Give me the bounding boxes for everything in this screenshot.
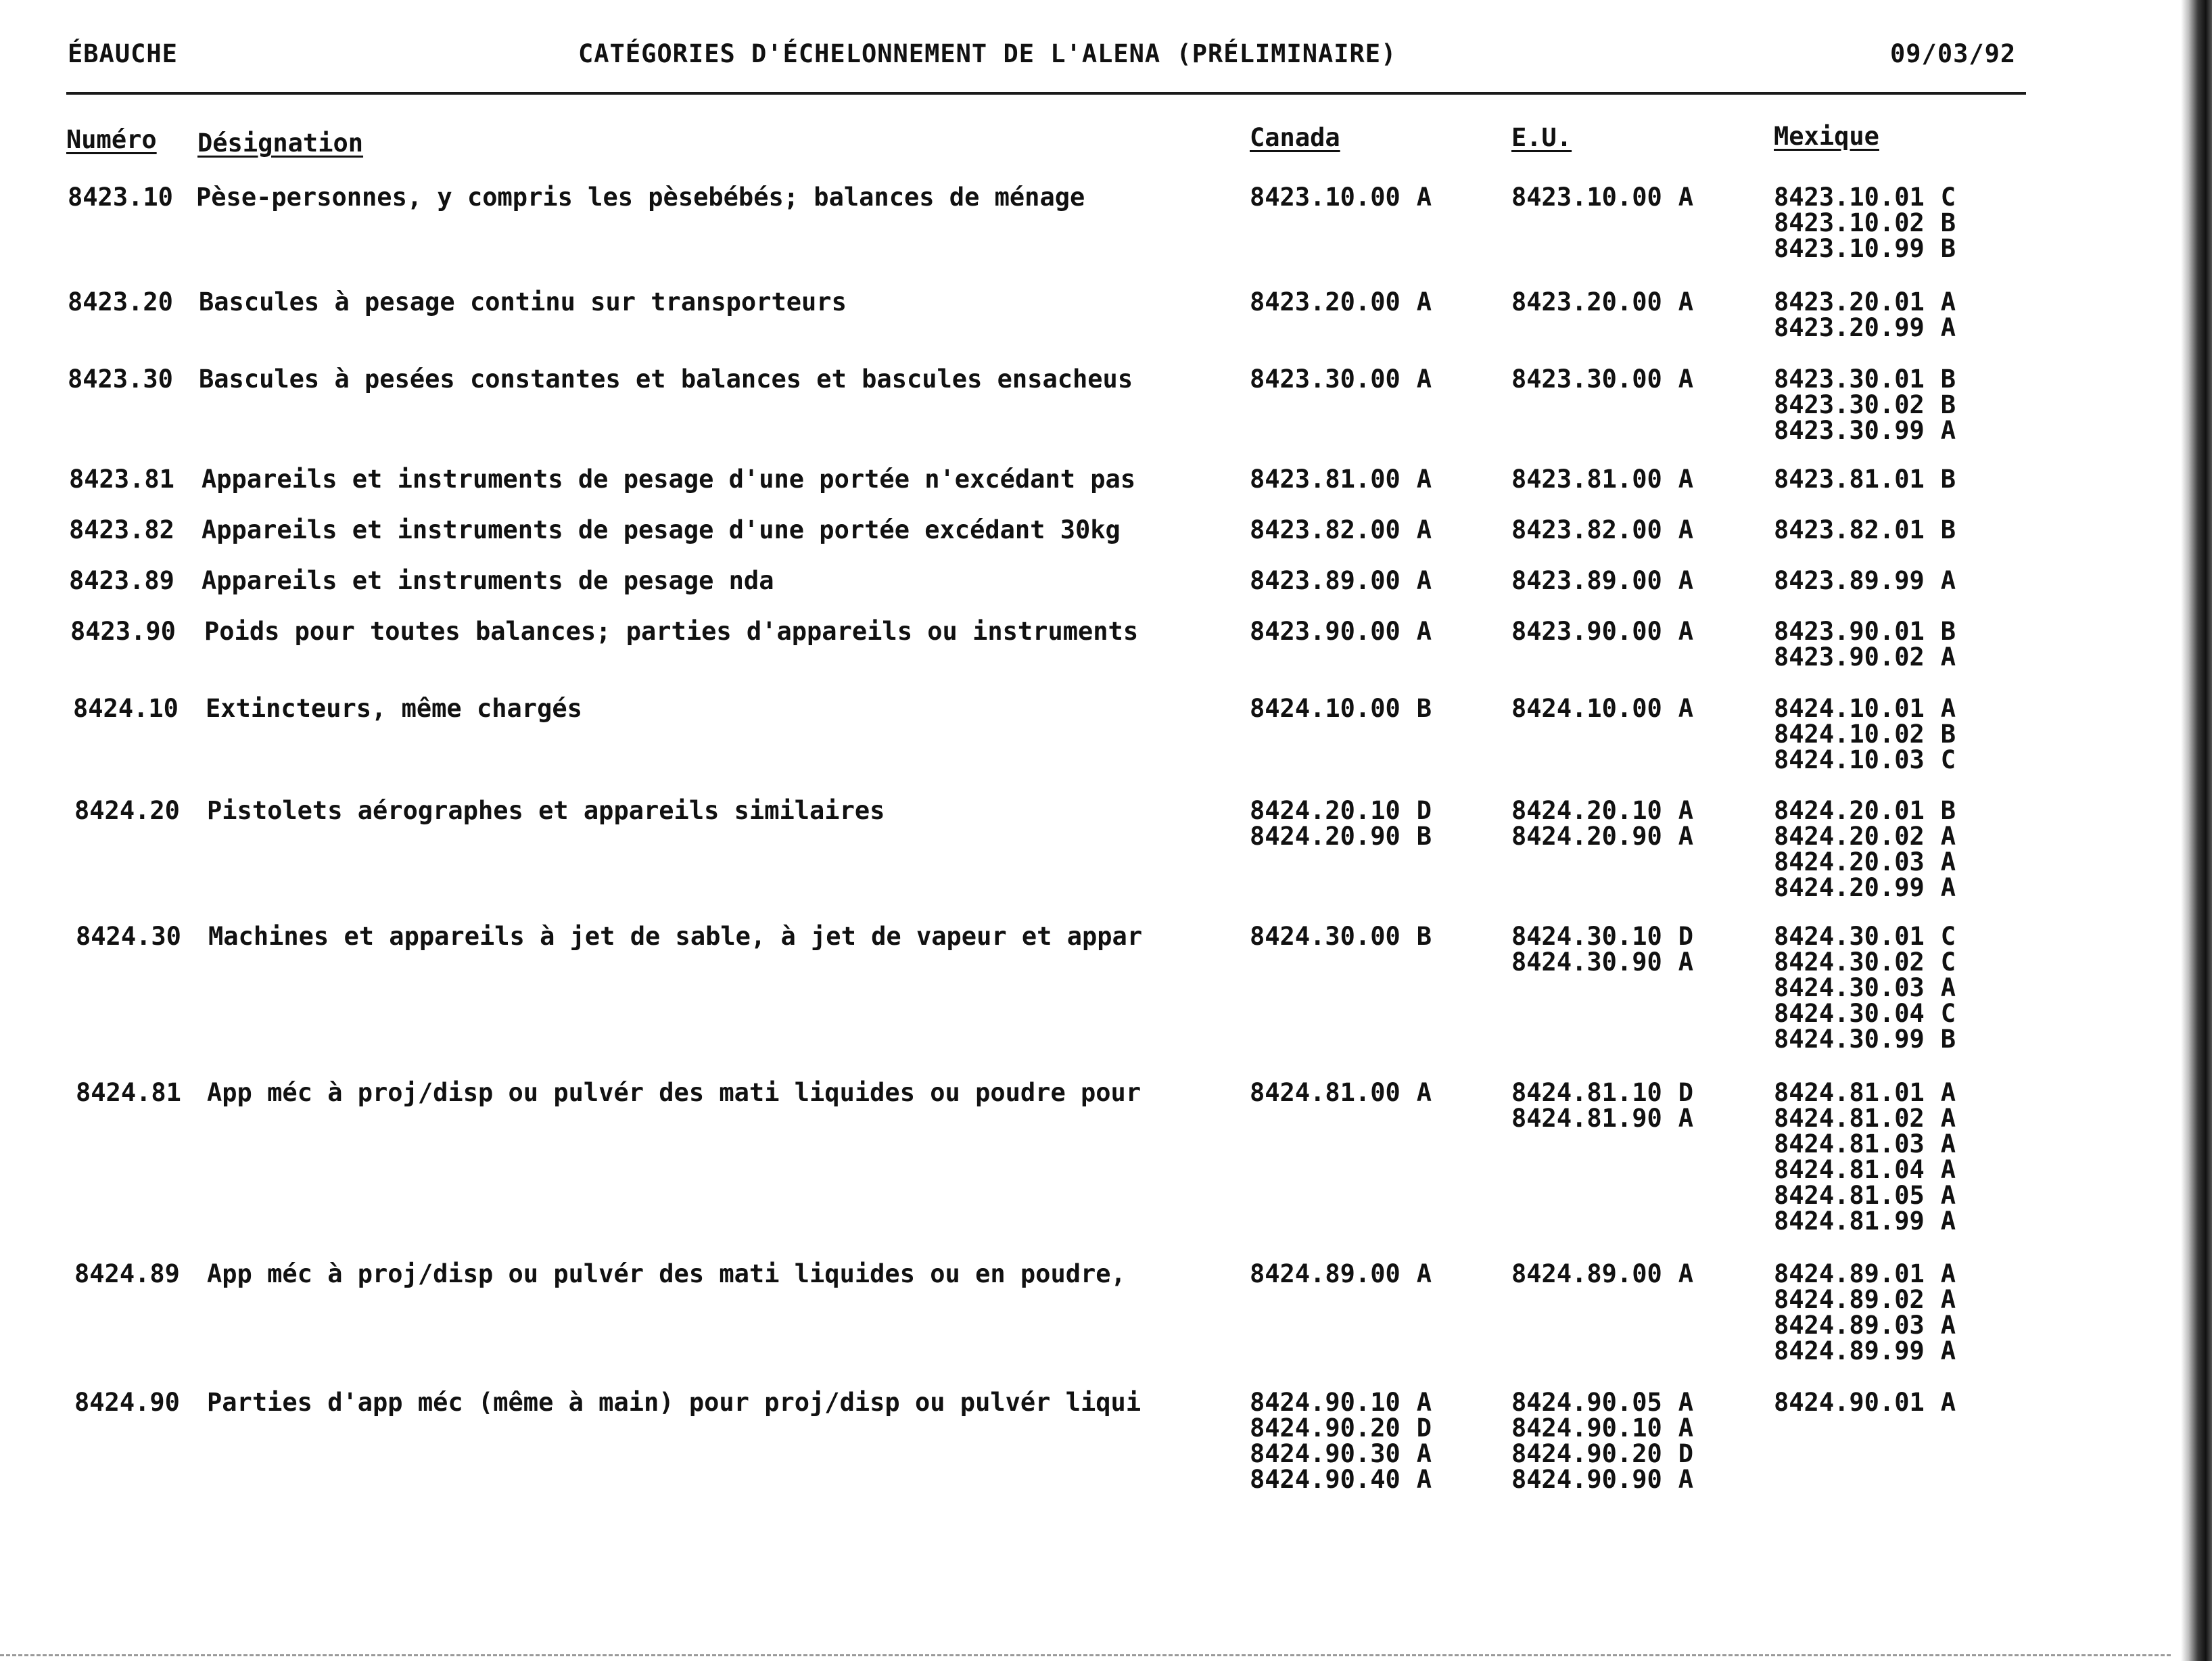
mexique-code: 8423.20.99 [1774, 313, 1925, 342]
mexique-code-entry [1774, 185, 1960, 210]
codes-eu [1511, 1080, 1697, 1131]
eu-code: 8424.81.10 [1511, 1078, 1662, 1107]
mexique-code-entry [1774, 1313, 1960, 1338]
mexique-code-entry [1774, 1390, 1960, 1416]
eu-code: 8424.81.90 [1511, 1104, 1662, 1133]
eu-category: A [1678, 465, 1694, 494]
mexique-code: 8424.10.03 [1774, 745, 1925, 774]
mexique-code: 8424.81.99 [1774, 1207, 1925, 1236]
canada-code: 8423.20.00 [1250, 287, 1401, 317]
eu-category: A [1678, 1465, 1694, 1494]
codes-eu [1511, 289, 1697, 315]
mexique-code: 8423.89.99 [1774, 566, 1925, 595]
eu-code-entry [1511, 696, 1697, 722]
eu-category: A [1678, 515, 1694, 544]
codes-mexique [1774, 1390, 1960, 1416]
mexique-code-entry [1774, 1338, 1960, 1364]
mexique-category: B [1940, 515, 1956, 544]
canada-code-entry [1250, 1261, 1436, 1287]
column-header-mexique: Mexique [1774, 122, 1879, 151]
eu-code-entry [1511, 467, 1697, 492]
mexique-code-entry [1774, 392, 1960, 418]
canada-code: 8424.20.10 [1250, 796, 1401, 825]
mexique-code: 8424.30.04 [1774, 999, 1925, 1028]
eu-code-entry [1511, 289, 1697, 315]
column-header-numero: Numéro [66, 125, 157, 154]
codes-canada [1250, 1261, 1436, 1287]
codes-mexique [1774, 367, 1960, 444]
draft-label: ÉBAUCHE [68, 39, 178, 68]
column-header-eu: E.U. [1511, 123, 1572, 152]
mexique-category: C [1940, 183, 1956, 212]
mexique-code: 8424.20.02 [1774, 822, 1925, 851]
mexique-code: 8424.20.01 [1774, 796, 1925, 825]
mexique-code: 8424.89.01 [1774, 1259, 1925, 1288]
codes-eu [1511, 367, 1697, 392]
canada-category: A [1416, 515, 1432, 544]
canada-code-entry [1250, 568, 1436, 594]
mexique-code: 8424.89.02 [1774, 1285, 1925, 1314]
eu-code-entry [1511, 367, 1697, 392]
eu-category: A [1678, 617, 1694, 646]
mexique-category: A [1940, 1388, 1956, 1417]
tariff-designation: Pèse-personnes, y compris les pèsebébés; balances de ménage [196, 183, 1085, 212]
codes-eu [1511, 185, 1697, 210]
mexique-category: A [1940, 1311, 1956, 1340]
eu-code: 8424.20.90 [1511, 822, 1662, 851]
canada-category: A [1416, 287, 1432, 317]
codes-canada [1250, 367, 1436, 392]
canada-category: B [1416, 822, 1432, 851]
mexique-code: 8423.10.02 [1774, 208, 1925, 237]
eu-code: 8423.30.00 [1511, 365, 1662, 394]
eu-category: A [1678, 796, 1694, 825]
eu-code-entry [1511, 185, 1697, 210]
mexique-code: 8423.30.02 [1774, 390, 1925, 419]
mexique-category: A [1940, 1155, 1956, 1184]
mexique-category: A [1940, 1078, 1956, 1107]
tariff-designation: Extincteurs, même chargés [206, 694, 582, 723]
mexique-code: 8424.81.05 [1774, 1181, 1925, 1210]
mexique-code-entry [1774, 1157, 1960, 1183]
codes-mexique [1774, 517, 1960, 543]
mexique-category: A [1940, 973, 1956, 1002]
codes-canada [1250, 467, 1436, 492]
mexique-code: 8424.20.03 [1774, 847, 1925, 876]
mexique-code-entry [1774, 236, 1960, 262]
eu-code-entry [1511, 1441, 1697, 1467]
canada-code: 8423.82.00 [1250, 515, 1401, 544]
eu-code: 8423.10.00 [1511, 183, 1662, 212]
eu-code-entry [1511, 619, 1697, 645]
eu-code: 8424.90.10 [1511, 1413, 1662, 1443]
codes-canada [1250, 517, 1436, 543]
canada-code-entry [1250, 1413, 1436, 1443]
canada-code: 8423.30.00 [1250, 365, 1401, 394]
eu-category: D [1678, 1439, 1694, 1468]
eu-category: A [1678, 365, 1694, 394]
eu-code: 8424.30.90 [1511, 948, 1662, 977]
canada-code: 8424.90.30 [1250, 1439, 1401, 1468]
mexique-code: 8424.30.99 [1774, 1025, 1925, 1054]
tariff-number: 8423.82 [69, 515, 174, 544]
document-date: 09/03/92 [1890, 39, 2017, 68]
mexique-code-entry [1774, 950, 1960, 975]
mexique-category: C [1940, 999, 1956, 1028]
canada-code: 8424.10.00 [1250, 694, 1401, 723]
mexique-code: 8424.20.99 [1774, 873, 1925, 902]
eu-code-entry [1511, 517, 1697, 543]
codes-canada [1250, 798, 1436, 849]
mexique-code-entry [1774, 517, 1960, 543]
canada-category: A [1416, 1465, 1432, 1494]
canada-code-entry [1250, 1390, 1436, 1416]
mexique-category: A [1940, 1104, 1956, 1133]
mexique-code-entry [1774, 722, 1960, 747]
codes-eu [1511, 696, 1697, 722]
mexique-code: 8424.90.01 [1774, 1388, 1925, 1417]
mexique-code-entry [1774, 1027, 1960, 1052]
mexique-code-entry [1774, 1183, 1960, 1209]
canada-category: B [1416, 922, 1432, 951]
eu-code: 8424.90.20 [1511, 1439, 1662, 1468]
mexique-code: 8424.81.02 [1774, 1104, 1925, 1133]
mexique-code-entry [1774, 1261, 1960, 1287]
mexique-category: A [1940, 1129, 1956, 1159]
mexique-category: B [1940, 390, 1956, 419]
tariff-number: 8423.90 [70, 617, 176, 646]
tariff-number: 8423.30 [68, 365, 173, 394]
mexique-category: B [1940, 720, 1956, 749]
mexique-code: 8424.30.01 [1774, 922, 1925, 951]
canada-code-entry [1250, 289, 1436, 315]
canada-category: A [1416, 1259, 1432, 1288]
mexique-code: 8423.90.02 [1774, 642, 1925, 672]
codes-mexique [1774, 289, 1960, 341]
mexique-code-entry [1774, 367, 1960, 392]
codes-eu [1511, 1390, 1697, 1493]
mexique-code: 8423.20.01 [1774, 287, 1925, 317]
codes-eu [1511, 517, 1697, 543]
codes-mexique [1774, 467, 1960, 492]
mexique-code-entry [1774, 875, 1960, 901]
codes-canada [1250, 289, 1436, 315]
column-header-designation: Désignation [197, 128, 364, 158]
mexique-category: B [1940, 234, 1956, 263]
eu-category: A [1678, 183, 1694, 212]
eu-code-entry [1511, 824, 1697, 849]
codes-eu [1511, 568, 1697, 594]
tariff-number: 8423.89 [69, 566, 174, 595]
codes-canada [1250, 619, 1436, 645]
mexique-category: B [1940, 465, 1956, 494]
canada-code-entry [1250, 1441, 1436, 1467]
canada-category: D [1416, 796, 1432, 825]
canada-code: 8423.90.00 [1250, 617, 1401, 646]
mexique-code: 8423.10.01 [1774, 183, 1925, 212]
mexique-code-entry [1774, 849, 1960, 875]
canada-code-entry [1250, 824, 1436, 849]
canada-category: A [1416, 365, 1432, 394]
canada-code-entry [1250, 696, 1436, 722]
canada-category: A [1416, 566, 1432, 595]
canada-code-entry [1250, 1080, 1436, 1106]
codes-eu [1511, 798, 1697, 849]
codes-mexique [1774, 1080, 1960, 1234]
mexique-code: 8423.81.01 [1774, 465, 1925, 494]
codes-eu [1511, 467, 1697, 492]
mexique-category: A [1940, 1207, 1956, 1236]
mexique-category: B [1940, 617, 1956, 646]
column-header-canada: Canada [1250, 123, 1340, 152]
mexique-code-entry [1774, 696, 1960, 722]
eu-code-entry [1511, 1261, 1697, 1287]
tariff-designation: Machines et appareils à jet de sable, à jet de vapeur et appar [208, 922, 1143, 951]
mexique-category: B [1940, 796, 1956, 825]
eu-category: D [1678, 1078, 1694, 1107]
mexique-code: 8424.81.03 [1774, 1129, 1925, 1159]
eu-code-entry [1511, 950, 1697, 975]
mexique-code-entry [1774, 315, 1960, 341]
eu-code: 8423.20.00 [1511, 287, 1662, 317]
mexique-category: A [1940, 642, 1956, 672]
codes-mexique [1774, 568, 1960, 594]
mexique-category: A [1940, 1259, 1956, 1288]
tariff-number: 8424.81 [76, 1078, 181, 1107]
mexique-code: 8423.82.01 [1774, 515, 1925, 544]
codes-canada [1250, 924, 1436, 950]
tariff-number: 8424.20 [74, 796, 180, 825]
codes-mexique [1774, 924, 1960, 1052]
mexique-code-entry [1774, 619, 1960, 645]
mexique-code: 8423.90.01 [1774, 617, 1925, 646]
canada-category: D [1416, 1413, 1432, 1443]
mexique-code: 8424.10.01 [1774, 694, 1925, 723]
codes-canada [1250, 568, 1436, 594]
tariff-designation: Bascules à pesées constantes et balances et bascules ensacheus [199, 365, 1133, 394]
canada-code: 8424.20.90 [1250, 822, 1401, 851]
mexique-category: C [1940, 948, 1956, 977]
canada-code-entry [1250, 467, 1436, 492]
canada-code-entry [1250, 367, 1436, 392]
mexique-code: 8423.30.01 [1774, 365, 1925, 394]
eu-code-entry [1511, 924, 1697, 950]
page-bottom-edge [0, 1654, 2171, 1656]
codes-eu [1511, 619, 1697, 645]
eu-code: 8423.81.00 [1511, 465, 1662, 494]
eu-code-entry [1511, 1390, 1697, 1416]
mexique-category: A [1940, 566, 1956, 595]
eu-code: 8423.82.00 [1511, 515, 1662, 544]
mexique-category: B [1940, 1025, 1956, 1054]
mexique-category: B [1940, 365, 1956, 394]
mexique-code: 8424.30.02 [1774, 948, 1925, 977]
mexique-code-entry [1774, 747, 1960, 773]
tariff-designation: Appareils et instruments de pesage nda [202, 566, 774, 595]
tariff-designation: App méc à proj/disp ou pulvér des mati liquides ou poudre pour [207, 1078, 1142, 1107]
mexique-category: A [1940, 847, 1956, 876]
eu-category: A [1678, 822, 1694, 851]
tariff-number: 8424.30 [76, 922, 181, 951]
canada-category: A [1416, 465, 1432, 494]
eu-code: 8424.10.00 [1511, 694, 1662, 723]
mexique-code-entry [1774, 1209, 1960, 1234]
codes-mexique [1774, 696, 1960, 773]
mexique-code-entry [1774, 824, 1960, 849]
mexique-code-entry [1774, 975, 1960, 1001]
canada-code: 8423.89.00 [1250, 566, 1401, 595]
tariff-number: 8423.81 [69, 465, 174, 494]
mexique-code-entry [1774, 1080, 1960, 1106]
codes-canada [1250, 1390, 1436, 1493]
mexique-code: 8423.30.99 [1774, 416, 1925, 445]
eu-category: A [1678, 1104, 1694, 1133]
mexique-code: 8424.30.03 [1774, 973, 1925, 1002]
canada-code-entry [1250, 1467, 1436, 1493]
eu-category: A [1678, 948, 1694, 977]
canada-code: 8424.90.10 [1250, 1388, 1401, 1417]
mexique-code-entry [1774, 418, 1960, 444]
canada-category: B [1416, 694, 1432, 723]
header-rule [66, 92, 2026, 95]
tariff-number: 8424.10 [73, 694, 179, 723]
eu-code: 8424.89.00 [1511, 1259, 1662, 1288]
tariff-designation: App méc à proj/disp ou pulvér des mati liquides ou en poudre, [207, 1259, 1126, 1288]
eu-code-entry [1511, 1080, 1697, 1106]
codes-eu [1511, 1261, 1697, 1287]
canada-code: 8423.81.00 [1250, 465, 1401, 494]
mexique-code-entry [1774, 1131, 1960, 1157]
codes-canada [1250, 696, 1436, 722]
mexique-category: A [1940, 416, 1956, 445]
codes-mexique [1774, 798, 1960, 901]
tariff-number: 8423.20 [68, 287, 173, 317]
mexique-category: A [1940, 1285, 1956, 1314]
mexique-code-entry [1774, 1106, 1960, 1131]
mexique-code-entry [1774, 798, 1960, 824]
mexique-code: 8424.81.04 [1774, 1155, 1925, 1184]
mexique-code: 8424.89.03 [1774, 1311, 1925, 1340]
document-title: CATÉGORIES D'ÉCHELONNEMENT DE L'ALENA (PRÉLIMINAIRE) [578, 39, 1397, 68]
eu-code-entry [1511, 1413, 1697, 1443]
eu-category: A [1678, 1388, 1694, 1417]
tariff-number: 8423.10 [68, 183, 173, 212]
eu-code-entry [1511, 1467, 1697, 1493]
mexique-code-entry [1774, 568, 1960, 594]
mexique-category: A [1940, 873, 1956, 902]
mexique-code: 8424.81.01 [1774, 1078, 1925, 1107]
mexique-code-entry [1774, 642, 1960, 672]
eu-code: 8423.90.00 [1511, 617, 1662, 646]
canada-code: 8424.81.00 [1250, 1078, 1401, 1107]
canada-code-entry [1250, 798, 1436, 824]
tariff-number: 8424.90 [74, 1388, 180, 1417]
mexique-code-entry [1774, 467, 1960, 492]
canada-code: 8424.30.00 [1250, 922, 1401, 951]
canada-code: 8423.10.00 [1250, 183, 1401, 212]
mexique-code-entry [1774, 924, 1960, 950]
codes-mexique [1774, 185, 1960, 262]
eu-code-entry [1511, 568, 1697, 594]
eu-code: 8424.30.10 [1511, 922, 1662, 951]
tariff-designation: Parties d'app méc (même à main) pour proj/disp ou pulvér liqui [207, 1388, 1142, 1417]
canada-code-entry [1250, 619, 1436, 645]
mexique-code: 8423.10.99 [1774, 234, 1925, 263]
mexique-category: A [1940, 822, 1956, 851]
mexique-category: A [1940, 1181, 1956, 1210]
eu-category: D [1678, 922, 1694, 951]
eu-code: 8424.20.10 [1511, 796, 1662, 825]
tariff-designation: Bascules à pesage continu sur transporteurs [199, 287, 847, 317]
canada-code: 8424.89.00 [1250, 1259, 1401, 1288]
mexique-code-entry [1774, 1001, 1960, 1027]
canada-code-entry [1250, 517, 1436, 543]
codes-canada [1250, 1080, 1436, 1106]
scan-edge [2181, 0, 2212, 1661]
mexique-category: A [1940, 1336, 1956, 1365]
mexique-code-entry [1774, 210, 1960, 236]
canada-category: A [1416, 617, 1432, 646]
mexique-category: A [1940, 694, 1956, 723]
tariff-designation: Pistolets aérographes et appareils similaires [207, 796, 885, 825]
codes-eu [1511, 924, 1697, 975]
mexique-category: C [1940, 922, 1956, 951]
eu-code: 8424.90.90 [1511, 1465, 1662, 1494]
canada-category: A [1416, 1388, 1432, 1417]
tariff-number: 8424.89 [74, 1259, 180, 1288]
eu-category: A [1678, 1259, 1694, 1288]
codes-mexique [1774, 619, 1960, 670]
codes-canada [1250, 185, 1436, 210]
canada-category: A [1416, 1439, 1432, 1468]
tariff-designation: Appareils et instruments de pesage d'une portée n'excédant pas [202, 465, 1136, 494]
mexique-category: A [1940, 313, 1956, 342]
mexique-category: B [1940, 208, 1956, 237]
eu-code: 8423.89.00 [1511, 566, 1662, 595]
eu-category: A [1678, 694, 1694, 723]
canada-category: A [1416, 1078, 1432, 1107]
mexique-category: C [1940, 745, 1956, 774]
eu-category: A [1678, 287, 1694, 317]
codes-mexique [1774, 1261, 1960, 1364]
tariff-designation: Appareils et instruments de pesage d'une portée excédant 30kg [202, 515, 1121, 544]
canada-code: 8424.90.20 [1250, 1413, 1401, 1443]
mexique-category: A [1940, 287, 1956, 317]
mexique-code: 8424.10.02 [1774, 720, 1925, 749]
eu-code-entry [1511, 798, 1697, 824]
eu-category: A [1678, 1413, 1694, 1443]
eu-code: 8424.90.05 [1511, 1388, 1662, 1417]
eu-code-entry [1511, 1106, 1697, 1131]
mexique-code-entry [1774, 1287, 1960, 1313]
tariff-designation: Poids pour toutes balances; parties d'appareils ou instruments [204, 617, 1139, 646]
eu-category: A [1678, 566, 1694, 595]
mexique-code: 8424.89.99 [1774, 1336, 1925, 1365]
mexique-code-entry [1774, 289, 1960, 315]
canada-code-entry [1250, 185, 1436, 210]
canada-code-entry [1250, 924, 1436, 950]
canada-code: 8424.90.40 [1250, 1465, 1401, 1494]
canada-category: A [1416, 183, 1432, 212]
